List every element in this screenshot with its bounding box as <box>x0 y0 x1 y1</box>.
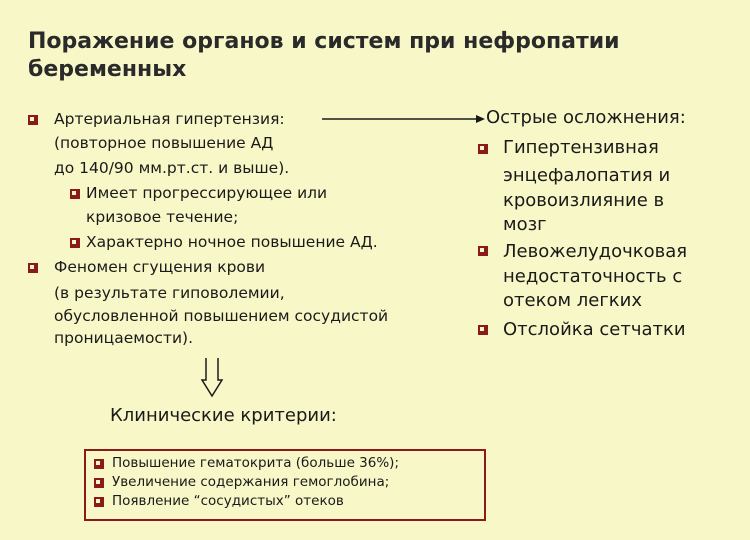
bullet-icon <box>478 246 488 256</box>
bullet-icon <box>478 325 488 335</box>
complication-2-line-1: Левожелудочковая <box>503 241 688 262</box>
complications-heading: Острые осложнения: <box>486 107 686 128</box>
criteria-item-1: Повышение гематокрита (больше 36%); <box>112 455 399 471</box>
bullet-icon <box>94 478 104 488</box>
bullet-icon <box>28 115 38 125</box>
blood-line-4: проницаемости). <box>54 329 194 347</box>
complication-1-line-3: кровоизлияние в <box>503 190 665 211</box>
blood-line-1: Феномен сгущения крови <box>54 258 266 276</box>
title-line-2: беременных <box>28 57 187 82</box>
bullet-icon <box>28 263 38 273</box>
bullet-icon <box>70 189 80 199</box>
hypertension-detail-1: (повторное повышение АД <box>54 134 274 152</box>
bullet-icon <box>70 238 80 248</box>
blood-line-3: обусловленной повышением сосудистой <box>54 307 389 325</box>
blood-line-2: (в результате гиповолемии, <box>54 284 285 302</box>
title-line-1: Поражение органов и систем при нефропатии <box>28 29 620 54</box>
criteria-heading: Клинические критерии: <box>110 405 337 426</box>
progressive-line-1: Имеет прогрессирующее или <box>86 184 328 202</box>
progressive-line-2: кризовое течение; <box>86 208 239 226</box>
complication-2-line-3: отеком легких <box>503 290 643 311</box>
criteria-item-2: Увеличение содержания гемоглобина; <box>112 474 390 490</box>
bullet-icon <box>94 459 104 469</box>
complication-3-line-1: Отслойка сетчатки <box>503 319 686 340</box>
arrow-down-icon <box>200 356 224 398</box>
hypertension-detail-2: до 140/90 мм.рт.ст. и выше). <box>54 159 290 177</box>
complication-1-line-1: Гипертензивная <box>503 137 659 158</box>
criteria-item-3: Появление “сосудистых” отеков <box>112 493 344 509</box>
page-title <box>28 28 620 84</box>
bullet-icon <box>94 497 104 507</box>
complication-1-line-4: мозг <box>503 214 547 235</box>
hypertension-label: Артериальная гипертензия: <box>54 110 285 128</box>
complication-1-line-2: энцефалопатия и <box>503 165 671 186</box>
bullet-icon <box>478 144 488 154</box>
arrow-right-icon <box>320 112 486 126</box>
night-rise: Характерно ночное повышение АД. <box>86 233 378 251</box>
complication-2-line-2: недостаточность с <box>503 266 683 287</box>
